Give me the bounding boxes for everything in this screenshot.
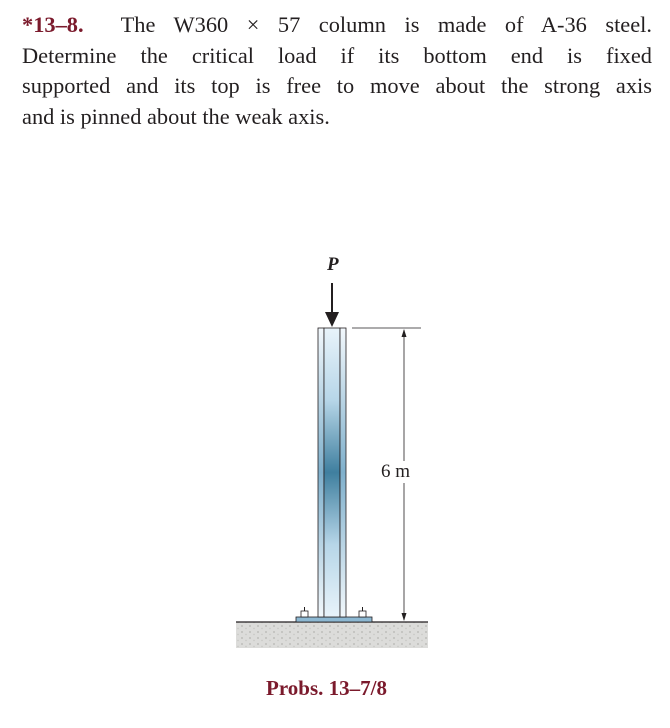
base-plate: [296, 617, 372, 622]
load-arrow-head: [325, 312, 339, 327]
problem-line-4: and is pinned about the weak axis.: [22, 103, 330, 129]
anchor-bolt-left: [301, 607, 308, 617]
problem-number: *13–8.: [22, 12, 84, 37]
dimension-arrow-top: [402, 329, 407, 337]
dimension-label: 6 m: [381, 461, 411, 482]
problem-text-1: The W360 × 57 column is made of A-36 steel.: [120, 12, 652, 37]
column-flange-right: [340, 328, 346, 617]
load-label: P: [327, 254, 339, 275]
ground: [236, 622, 428, 648]
column-web: [324, 328, 340, 617]
dimension-arrow-bottom: [402, 613, 407, 621]
problem-line-3: supported and its top is free to move about the strong axis: [22, 73, 652, 98]
anchor-bolt-right: [359, 607, 366, 617]
problem-line-2: Determine the critical load if its bottom end is fixed: [22, 42, 652, 68]
steel-column: [318, 328, 346, 617]
load-arrow: [325, 283, 339, 327]
ground-fill: [236, 622, 428, 648]
column-flange-left: [318, 328, 324, 617]
figure-caption: Probs. 13–7/8: [266, 676, 387, 700]
